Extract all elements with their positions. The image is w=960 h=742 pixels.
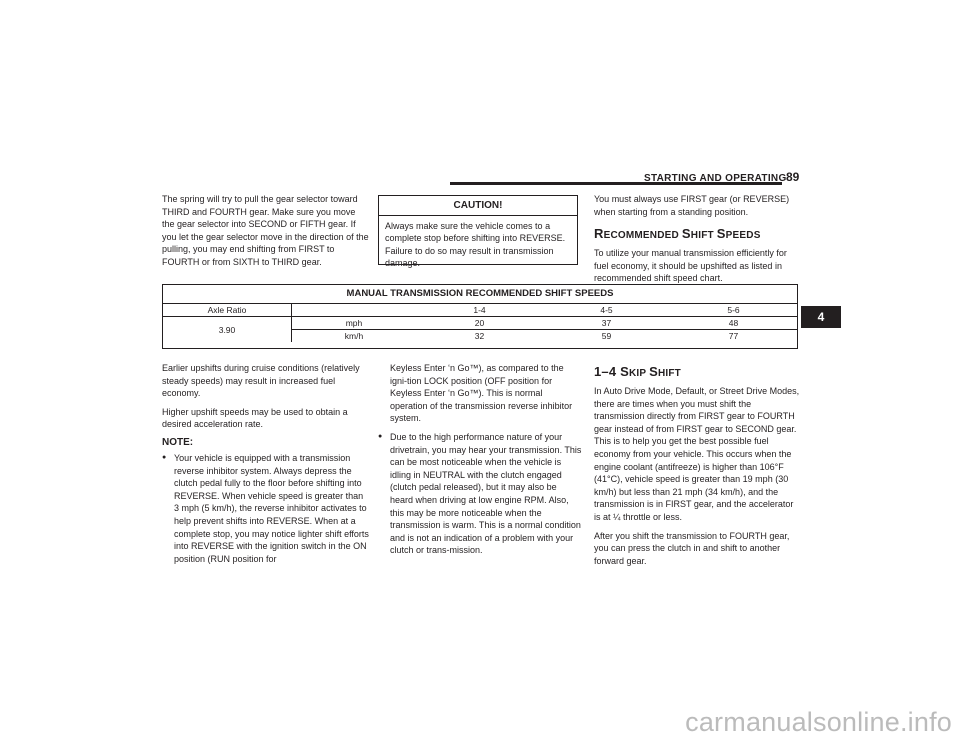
paragraph-earlier-upshifts: Earlier upshifts during cruise conditions (relatively steady speeds) may result in increased fuel economy. [162,363,360,399]
table-cell: 77 [670,330,797,343]
table-header-cell: 5-6 [727,305,740,315]
table-header-cell: 4-5 [600,305,613,315]
paragraph-after-shift: After you shift the transmission to FOURTH gear, you can press the clutch in and shift to another forward gear. [594,530,790,566]
chapter-tab: 4 [801,306,841,328]
heading-smallcaps: KIP [628,368,650,379]
heading-smallcaps: HIFT [690,230,717,242]
note-list [162,452,370,565]
paragraph-gear-selector-spring: The spring will try to pull the gear selector toward THIRD and FOURTH gear. Make sure you move the gear selector into SECOND or FIFTH gear. If you let the gear selector move in the direction of the pulling, you may end shifting from FIRST to FOURTH or from SIXTH to THIRD gear. [162,194,369,267]
shift-speed-grid [163,304,797,342]
heading-initial: S [681,226,691,242]
table-header-cell: Axle Ratio [163,304,292,317]
heading-initial: S [649,364,658,379]
table-cell: 48 [670,317,797,330]
heading-skip-shift [594,364,800,379]
heading-smallcaps: ECOMMENDED [603,230,682,242]
table-row [163,317,797,330]
paragraph-fuel-economy: To utilize your manual transmission efficiently for fuel economy, it should be upshifted as listed in recommended shift speed chart. [594,248,787,284]
list-item: ● Due to the high performance nature of your drivetrain, you may hear your transmission. This can be most noticeable when the vehicle is idling in NEUTRAL with the clutch engaged (clutch pedal released), but it may also be heard when driving at low engine RPM. Also, this may be more noticeable when the transmission is warm. This is a normal condition and is not an indication of a problem with your clutch or trans-mission. [378,431,582,557]
heading-initial: 1–4 S [594,364,629,379]
table-header-cell [292,304,417,317]
column-3-bottom [594,362,800,573]
table-cell: 20 [416,317,543,330]
shift-speed-table [162,284,798,349]
list-item: ● Your vehicle is equipped with a transmission reverse inhibitor system. Always depress the clutch pedal fully to the floor before shifting into REVERSE. When vehicle speed is greater than 3 mph (5 km/h), the reverse inhibitor activates to help prevent shifts into REVERSE. When at a complete stop, you may notice lighter shift efforts into REVERSE with the ignition switch in the ON position (RUN position for [162,452,370,565]
caution-body: Always make sure the vehicle comes to a complete stop before shifting into REVERSE. Failure to do so may result in transmission damage. [385,221,566,269]
paragraph-first-gear: You must always use FIRST gear (or REVERSE) when starting from a standing position. [594,194,790,217]
caution-box [378,195,578,269]
column-1-bottom [162,362,370,569]
unit-cell: km/h [292,330,417,343]
column-2-bottom [378,362,582,561]
table-title: MANUAL TRANSMISSION RECOMMENDED SHIFT SPEEDS [163,285,797,304]
page-number: 89 [786,170,800,184]
paragraph-higher-upshifts: Higher upshift speeds may be used to obtain a desired acceleration rate. [162,406,348,430]
unit-cell: mph [292,317,417,330]
caution-title: CAUTION! [379,196,577,216]
paragraph-skip-shift-conditions: In Auto Drive Mode, Default, or Street Drive Modes, there are times when you must shift the transmission directly from FIRST gear to FOURTH gear instead of from FIRST gear to SECOND gear. This is to help you get the best possible fuel economy from your vehicle. This occurs when the engine coolant (antifreeze) is higher than 106°F (41°C), vehicle speed is greater than 19 mph (30 km/h) but less than 21 mph (34 km/h), and the transmission is in FIRST gear, and the accelerator is at ¼ throttle or less. [594,386,800,522]
table-cell: 37 [543,317,670,330]
bullet-continuation: Keyless Enter ‘n Go™), as compared to the igni-tion LOCK position (OFF position for Keyless Enter ‘n Go™). This is normal operation of the transmission reverse inhibitor system. [390,363,573,424]
heading-recommended-shift-speeds [594,226,800,241]
note-title: NOTE: [162,436,194,448]
heading-initial: S [716,226,726,242]
table-cell: 59 [543,330,670,343]
watermark: carmanualsonline.info [685,707,952,737]
heading-smallcaps: PEEDS [725,230,761,242]
column-1-top [162,193,370,275]
running-header: STARTING AND OPERATING [644,173,787,184]
axle-ratio-cell: 3.90 [163,317,292,343]
heading-smallcaps: HIFT [657,368,681,379]
heading-initial: R [594,226,604,242]
table-cell: 32 [416,330,543,343]
column-3-top [594,193,800,291]
table-header-row [163,304,797,317]
table-header-cell: 1-4 [473,305,486,315]
note-list [378,431,582,557]
